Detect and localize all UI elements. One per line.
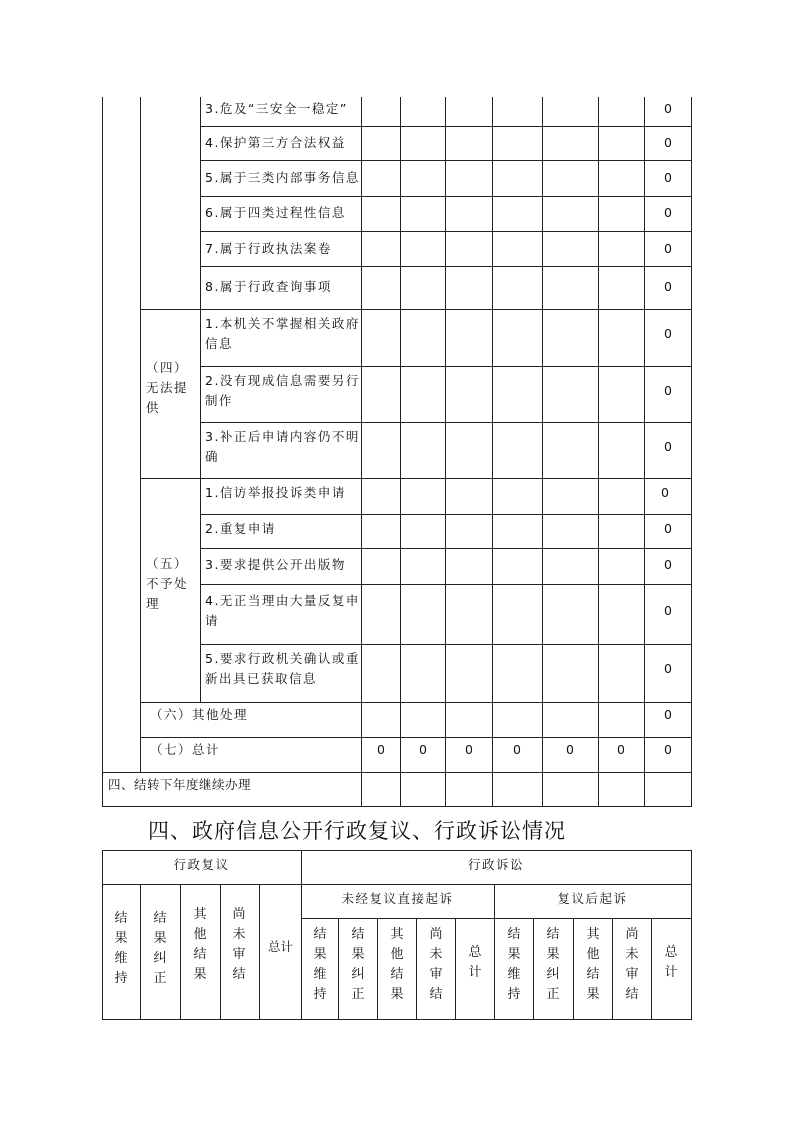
sum-value: 0 bbox=[465, 742, 473, 757]
row-total: 0 bbox=[664, 661, 672, 676]
row-label: 5.要求行政机关确认或重新出具已获取信息 bbox=[205, 651, 360, 686]
section-title: 四、政府信息公开行政复议、行政诉讼情况 bbox=[148, 819, 566, 843]
col-review-correct: 结果纠正 bbox=[153, 911, 167, 986]
row-total: 0 bbox=[664, 135, 672, 150]
row-total: 0 bbox=[664, 241, 672, 256]
row-total: 0 bbox=[661, 485, 669, 500]
row-total: 0 bbox=[664, 557, 672, 572]
col-review-total: 总计 bbox=[267, 939, 293, 954]
sum-value: 0 bbox=[617, 742, 625, 757]
row-total: 0 bbox=[664, 326, 672, 341]
carry-over-label: 四、结转下年度继续办理 bbox=[108, 777, 252, 792]
col-direct-maintain: 结果维持 bbox=[313, 927, 327, 1002]
header-suit-after-review: 复议后起诉 bbox=[557, 891, 628, 906]
col-review-other: 其他结果 bbox=[193, 907, 207, 982]
row-label: 5.属于三类内部事务信息 bbox=[205, 170, 360, 185]
row-label: 6.属于四类过程性信息 bbox=[205, 205, 346, 220]
col-after-pending: 尚未审结 bbox=[625, 927, 639, 1002]
row-total: 0 bbox=[664, 279, 672, 294]
row-label: 8.属于行政查询事项 bbox=[205, 279, 332, 294]
row-total: 0 bbox=[664, 383, 672, 398]
header-direct-suit: 未经复议直接起诉 bbox=[341, 891, 454, 906]
row-total: 0 bbox=[664, 521, 672, 536]
row-label: 1.本机关不掌握相关政府信息 bbox=[205, 316, 360, 351]
row-label: 4.无正当理由大量反复申请 bbox=[205, 593, 360, 628]
col-after-maintain: 结果维持 bbox=[507, 927, 521, 1002]
other-total: 0 bbox=[664, 707, 672, 722]
group-label-unable: （四）无法提供 bbox=[146, 360, 189, 415]
row-label: 4.保护第三方合法权益 bbox=[205, 135, 346, 150]
row-label: 7.属于行政执法案卷 bbox=[205, 241, 332, 256]
sum-value: 0 bbox=[419, 742, 427, 757]
col-review-maintain: 结果维持 bbox=[114, 911, 128, 986]
col-direct-correct: 结果纠正 bbox=[351, 927, 365, 1002]
sum-value: 0 bbox=[377, 742, 385, 757]
row-label: 3.要求提供公开出版物 bbox=[205, 557, 346, 572]
row-label: 1.信访举报投诉类申请 bbox=[205, 485, 346, 500]
col-direct-total: 总计 bbox=[468, 945, 482, 980]
col-after-total: 总计 bbox=[664, 945, 678, 980]
row-total: 0 bbox=[664, 101, 672, 116]
col-review-pending: 尚未审结 bbox=[232, 907, 246, 982]
row-total: 0 bbox=[664, 603, 672, 618]
row-total: 0 bbox=[664, 170, 672, 185]
sum-value: 0 bbox=[566, 742, 574, 757]
col-direct-pending: 尚未审结 bbox=[429, 927, 443, 1002]
sum-value: 0 bbox=[513, 742, 521, 757]
group-label-not-processed: （五）不予处理 bbox=[146, 556, 189, 611]
row-label: 3.危及“三安全一稳定” bbox=[205, 101, 348, 116]
row-label: 3.补正后申请内容仍不明确 bbox=[205, 429, 360, 464]
col-direct-other: 其他结果 bbox=[390, 927, 404, 1002]
header-admin-review: 行政复议 bbox=[173, 857, 230, 872]
other-label: （六）其他处理 bbox=[150, 707, 249, 722]
row-label: 2.没有现成信息需要另行制作 bbox=[205, 373, 360, 408]
header-admin-litigation: 行政诉讼 bbox=[467, 857, 524, 872]
row-label: 2.重复申请 bbox=[205, 521, 276, 536]
row-total: 0 bbox=[664, 205, 672, 220]
sum-label: （七）总计 bbox=[150, 742, 221, 757]
sum-value: 0 bbox=[664, 742, 672, 757]
col-after-correct: 结果纠正 bbox=[546, 927, 560, 1002]
col-after-other: 其他结果 bbox=[586, 927, 600, 1002]
row-total: 0 bbox=[664, 439, 672, 454]
